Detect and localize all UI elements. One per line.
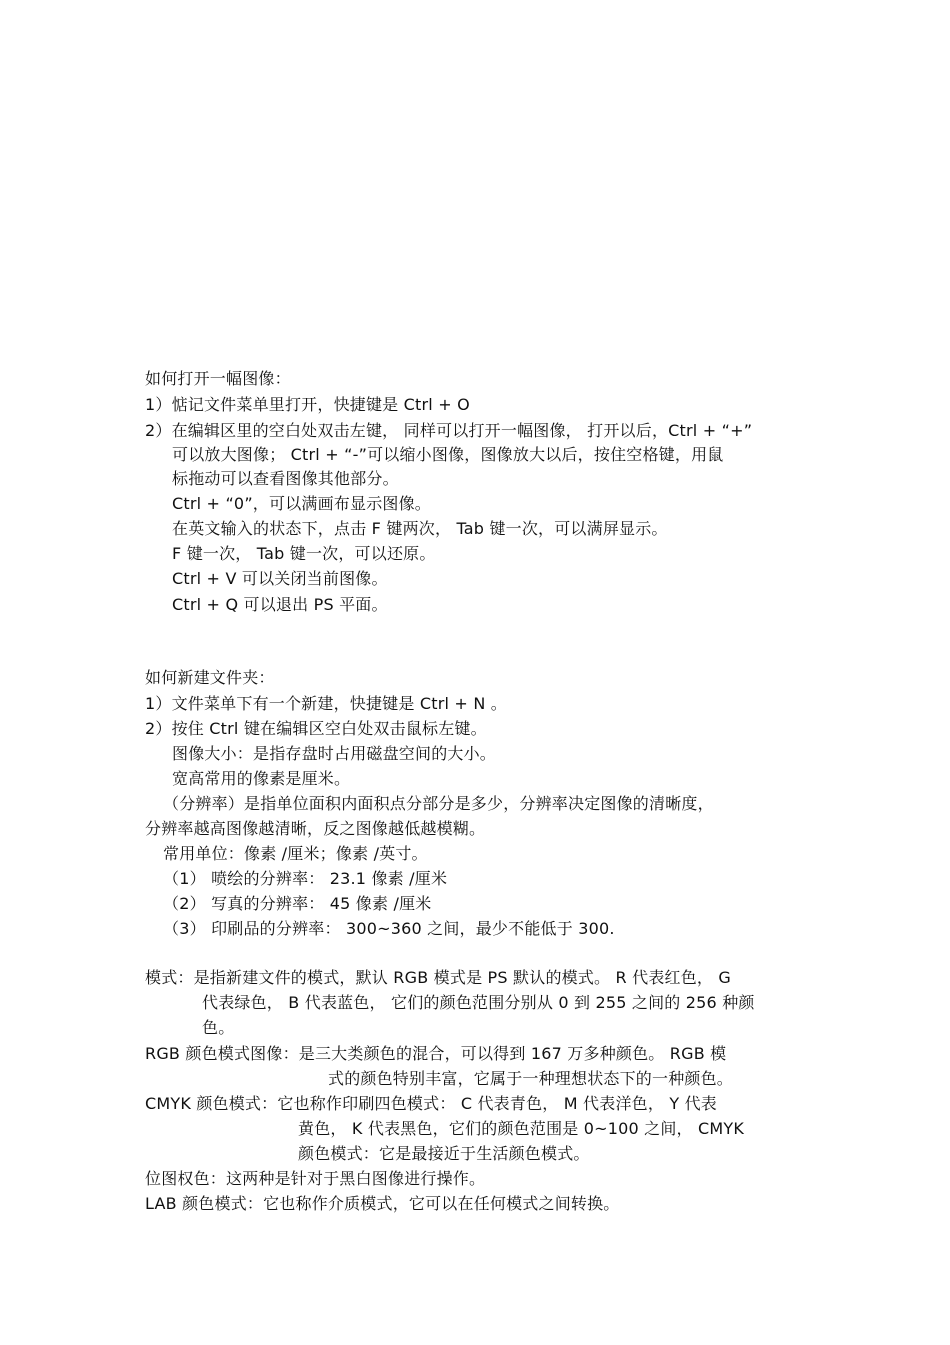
section2-line: 2）按住 Ctrl 键在编辑区空白处双击鼠标左键。 — [145, 719, 487, 738]
section1-heading: 如何打开一幅图像： — [145, 369, 291, 388]
section3-line: LAB 颜色模式：它也称作介质模式，它可以在任何模式之间转换。 — [145, 1194, 620, 1213]
section3-line: RGB 颜色模式图像：是三大类颜色的混合，可以得到 167 万多种颜色。 RGB 模 — [145, 1044, 727, 1063]
section1-line: Ctrl + V 可以关闭当前图像。 — [172, 569, 388, 588]
section1-line: Ctrl + Q 可以退出 PS 平面。 — [172, 595, 388, 614]
section3-line: 模式：是指新建文件的模式，默认 RGB 模式是 PS 默认的模式。 R 代表红色， G — [145, 968, 732, 987]
section1-line: 可以放大图像； Ctrl + “-”可以缩小图像，图像放大以后，按住空格键，用鼠 — [172, 445, 724, 464]
section3-line: 代表绿色， B 代表蓝色， 它们的颜色范围分别从 0 到 255 之间的 256 种颜 — [202, 993, 755, 1012]
section3-line: 颜色模式：它是最接近于生活颜色模式。 — [298, 1144, 590, 1163]
section2-heading: 如何新建文件夹： — [145, 668, 275, 687]
section2-line: 分辨率越高图像越清晰，反之图像越低越模糊。 — [145, 819, 486, 838]
section1-line: 在英文输入的状态下，点击 F 键两次， Tab 键一次，可以满屏显示。 — [172, 519, 668, 538]
section2-line: （3） 印刷品的分辨率： 300~360 之间，最少不能低于 300. — [163, 919, 615, 938]
section3-line: 位图权色：这两种是针对于黑白图像进行操作。 — [145, 1169, 486, 1188]
section3-line: CMYK 颜色模式：它也称作印刷四色模式： C 代表青色， M 代表洋色， Y 代表 — [145, 1094, 717, 1113]
section2-line: 图像大小：是指存盘时占用磁盘空间的大小。 — [172, 744, 497, 763]
section2-line: 常用单位：像素 /厘米；像素 /英寸。 — [163, 844, 428, 863]
section2-line: 宽高常用的像素是厘米。 — [172, 769, 351, 788]
section3-line: 色。 — [202, 1018, 235, 1037]
section1-line: Ctrl + “0”，可以满画布显示图像。 — [172, 494, 432, 513]
section2-line: （2） 写真的分辨率： 45 像素 /厘米 — [163, 894, 432, 913]
section2-line: （分辨率）是指单位面积内面积点分部分是多少，分辨率决定图像的清晰度， — [163, 794, 714, 813]
section2-line: （1） 喷绘的分辨率： 23.1 像素 /厘米 — [163, 869, 448, 888]
section3-line: 式的颜色特别丰富，它属于一种理想状态下的一种颜色。 — [328, 1069, 734, 1088]
section1-line: F 键一次， Tab 键一次，可以还原。 — [172, 544, 436, 563]
section1-line: 1）惦记文件菜单里打开，快捷键是 Ctrl + O — [145, 395, 470, 414]
section3-line: 黄色， K 代表黑色，它们的颜色范围是 0~100 之间， CMYK — [298, 1119, 745, 1138]
section1-line: 标拖动可以查看图像其他部分。 — [172, 469, 399, 488]
section2-line: 1）文件菜单下有一个新建，快捷键是 Ctrl + N 。 — [145, 694, 507, 713]
section1-line: 2）在编辑区里的空白处双击左键， 同样可以打开一幅图像， 打开以后，Ctrl + “+” — [145, 421, 753, 440]
